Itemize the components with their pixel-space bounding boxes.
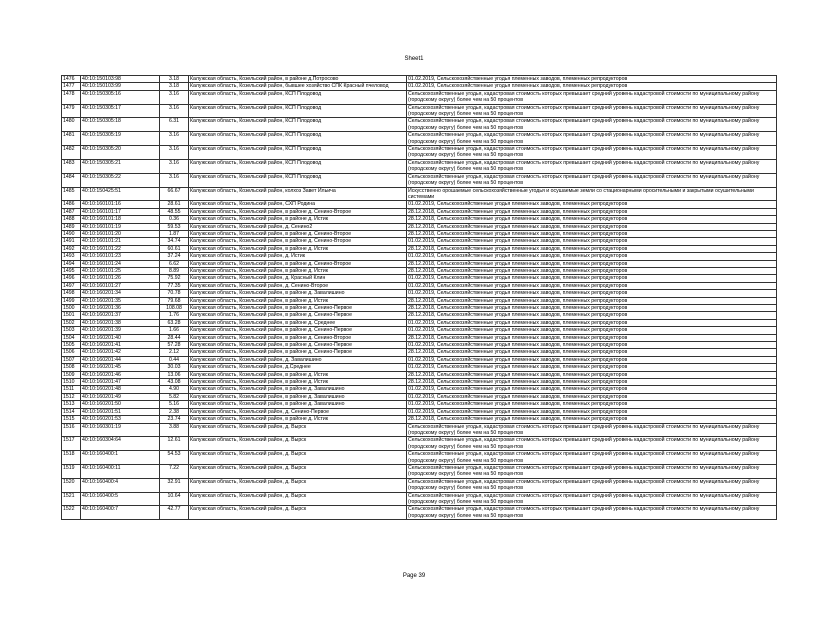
cadastral-number-cell: 40:10:160201:39 <box>81 327 160 334</box>
location-cell: Калужская область, Козельский район, в районе д. Сенино-Первое <box>189 327 407 334</box>
cadastral-number-cell: 40:10:160101:27 <box>81 282 160 289</box>
location-cell: Калужская область, Козельский район, д. Вырск <box>189 464 407 478</box>
category-cell: Сельскохозяйственные угодья, кадастровая стоимость которых превышает средний уровень кадастровой стоимости по муниципальному району (городскому округу) более чем на 50 процентов <box>407 478 777 492</box>
category-cell: Искусственно орошаемые сельскохозяйственные угодья и осушаемые земли со стационарными оросительными и закрытыми осушительными системами <box>407 187 777 201</box>
location-cell: Калужская область, Козельский район, д. Завалишино <box>189 356 407 363</box>
row-number-cell: 1520 <box>62 478 81 492</box>
location-cell: Калужская область, Козельский район, д. Вырск <box>189 506 407 520</box>
area-cell: 48.55 <box>160 208 189 215</box>
area-cell: 3.16 <box>160 159 189 173</box>
area-cell: 28.61 <box>160 201 189 208</box>
table-row <box>62 83 777 90</box>
category-cell: 01.02.2019, Сельскохозяйственные угодья племенных заводов, племенных репродукторов <box>407 290 777 297</box>
cadastral-number-cell: 40:10:160101:24 <box>81 260 160 267</box>
area-cell: 42.77 <box>160 506 189 520</box>
page-number: Page 39 <box>402 573 426 579</box>
row-number-cell: 1491 <box>62 238 81 245</box>
area-cell: 6.62 <box>160 260 189 267</box>
location-cell: Калужская область, Козельский район, д. Сенино-Второе <box>189 282 407 289</box>
land-plots-table <box>61 75 777 520</box>
area-cell: 0.44 <box>160 356 189 363</box>
cadastral-number-cell: 40:10:160101:21 <box>81 238 160 245</box>
row-number-cell: 1490 <box>62 230 81 237</box>
location-cell: Калужская область, Козельский район, КСП Плодовод <box>189 159 407 173</box>
area-cell: 30.03 <box>160 364 189 371</box>
table-row <box>62 90 777 104</box>
category-cell: Сельскохозяйственные угодья, кадастровая стоимость которых превышает средний уровень кадастровой стоимости по муниципальному району (городскому округу) более чем на 50 процентов <box>407 132 777 146</box>
location-cell: Калужская область, Козельский район, в районе д. Завалишино <box>189 401 407 408</box>
row-number-cell: 1516 <box>62 423 81 437</box>
table-row <box>62 216 777 223</box>
category-cell: 01.02.2019, Сельскохозяйственные угодья племенных заводов, племенных репродукторов <box>407 342 777 349</box>
table-row <box>62 104 777 118</box>
row-number-cell: 1513 <box>62 401 81 408</box>
area-cell: 77.35 <box>160 282 189 289</box>
category-cell: 28.12.2018, Сельскохозяйственные угодья племенных заводов, племенных репродукторов <box>407 216 777 223</box>
category-cell: Сельскохозяйственные угодья, кадастровая стоимость которых превышает средний уровень кадастровой стоимости по муниципальному району (городскому округу) более чем на 50 процентов <box>407 118 777 132</box>
row-number-cell: 1512 <box>62 393 81 400</box>
location-cell: Калужская область, Козельский район, д.Среднее <box>189 364 407 371</box>
cadastral-number-cell: 40:10:160201:38 <box>81 319 160 326</box>
category-cell: 28.12.2018, Сельскохозяйственные угодья племенных заводов, племенных репродукторов <box>407 305 777 312</box>
area-cell: 0.36 <box>160 216 189 223</box>
category-cell: 28.12.2018, Сельскохозяйственные угодья племенных заводов, племенных репродукторов <box>407 208 777 215</box>
row-number-cell: 1495 <box>62 267 81 274</box>
row-number-cell: 1510 <box>62 379 81 386</box>
table-row <box>62 208 777 215</box>
location-cell: Калужская область, Козельский район, КСП Плодовод <box>189 146 407 160</box>
location-cell: Калужская область, Козельский район, в районе д. Истик <box>189 416 407 423</box>
area-cell: 54.53 <box>160 451 189 465</box>
category-cell: 28.12.2018, Сельскохозяйственные угодья племенных заводов, племенных репродукторов <box>407 349 777 356</box>
category-cell: 01.02.2019, Сельскохозяйственные угодья племенных заводов, племенных репродукторов <box>407 238 777 245</box>
row-number-cell: 1504 <box>62 334 81 341</box>
row-number-cell: 1483 <box>62 159 81 173</box>
table-row <box>62 379 777 386</box>
category-cell: Сельскохозяйственные угодья, кадастровая стоимость которых превышает средний уровень кадастровой стоимости по муниципальному району (городскому округу) более чем на 50 процентов <box>407 451 777 465</box>
location-cell: Калужская область, Козельский район, в районе д. Истик <box>189 379 407 386</box>
table-row <box>62 451 777 465</box>
area-cell: 1.87 <box>160 230 189 237</box>
location-cell: Калужская область, Козельский район, д. Истик <box>189 253 407 260</box>
area-cell: 7.22 <box>160 464 189 478</box>
row-number-cell: 1506 <box>62 349 81 356</box>
cadastral-number-cell: 40:10:160301:19 <box>81 423 160 437</box>
row-number-cell: 1489 <box>62 223 81 230</box>
cadastral-number-cell: 40:10:160201:48 <box>81 386 160 393</box>
cadastral-number-cell: 40:10:160201:44 <box>81 356 160 363</box>
area-cell: 66.67 <box>160 187 189 201</box>
location-cell: Калужская область, Козельский район, в районе д. Сенино-Первое <box>189 349 407 356</box>
category-cell: 28.12.2018, Сельскохозяйственные угодья племенных заводов, племенных репродукторов <box>407 230 777 237</box>
row-number-cell: 1497 <box>62 282 81 289</box>
row-number-cell: 1502 <box>62 319 81 326</box>
table-row <box>62 327 777 334</box>
category-cell: Сельскохозяйственные угодья, кадастровая стоимость которых превышает средний уровень кадастровой стоимости по муниципальному району (городскому округу) более чем на 50 процентов <box>407 506 777 520</box>
area-cell: 5.82 <box>160 393 189 400</box>
area-cell: 3.16 <box>160 146 189 160</box>
location-cell: Калужская область, Козельский район, д. Сенино2 <box>189 223 407 230</box>
area-cell: 13.06 <box>160 371 189 378</box>
row-number-cell: 1509 <box>62 371 81 378</box>
table-row <box>62 238 777 245</box>
location-cell: Калужская область, Козельский район, в районе д. Истик <box>189 245 407 252</box>
cadastral-number-cell: 40:10:160201:45 <box>81 364 160 371</box>
area-cell: 43.08 <box>160 379 189 386</box>
row-number-cell: 1476 <box>62 76 81 83</box>
area-cell: 37.24 <box>160 253 189 260</box>
area-cell: 6.31 <box>160 118 189 132</box>
location-cell: Калужская область, Козельский район, д. Вырск <box>189 478 407 492</box>
cadastral-number-cell: 40:10:160400:11 <box>81 464 160 478</box>
area-cell: 28.44 <box>160 334 189 341</box>
category-cell: 28.12.2018, Сельскохозяйственные угодья племенных заводов, племенных репродукторов <box>407 297 777 304</box>
location-cell: Калужская область, Козельский район, КСП Плодовод <box>189 173 407 187</box>
table-row <box>62 492 777 506</box>
area-cell: 3.16 <box>160 90 189 104</box>
location-cell: Калужская область, Козельский район, в районе д. Сенино-Второе <box>189 208 407 215</box>
row-number-cell: 1496 <box>62 275 81 282</box>
location-cell: Калужская область, Козельский район, д. Сенино-Первое <box>189 408 407 415</box>
area-cell: 10.64 <box>160 492 189 506</box>
row-number-cell: 1507 <box>62 356 81 363</box>
cadastral-number-cell: 40:10:160201:47 <box>81 379 160 386</box>
category-cell: 01.02.2019, Сельскохозяйственные угодья племенных заводов, племенных репродукторов <box>407 282 777 289</box>
location-cell: Калужская область, Козельский район, в районе д. Истик <box>189 216 407 223</box>
table-row <box>62 282 777 289</box>
table-row <box>62 371 777 378</box>
location-cell: Калужская область, Козельский район, д. Вырск <box>189 437 407 451</box>
category-cell: Сельскохозяйственные угодья, кадастровая стоимость которых превышает средний уровень кадастровой стоимости по муниципальному району (городскому округу) более чем на 50 процентов <box>407 104 777 118</box>
location-cell: Калужская область, Козельский район, колхоз Завет Ильича <box>189 187 407 201</box>
cadastral-number-cell: 40:10:150305:21 <box>81 159 160 173</box>
table-row <box>62 464 777 478</box>
table-row <box>62 342 777 349</box>
row-number-cell: 1521 <box>62 492 81 506</box>
cadastral-number-cell: 40:10:150305:16 <box>81 90 160 104</box>
table-row <box>62 401 777 408</box>
area-cell: 60.61 <box>160 245 189 252</box>
category-cell: Сельскохозяйственные угодья, кадастровая стоимость которых превышает средний уровень кадастровой стоимости по муниципальному району (городскому округу) более чем на 50 процентов <box>407 146 777 160</box>
table-row <box>62 416 777 423</box>
category-cell: 01.02.2019, Сельскохозяйственные угодья племенных заводов, племенных репродукторов <box>407 327 777 334</box>
row-number-cell: 1480 <box>62 118 81 132</box>
table-row <box>62 393 777 400</box>
cadastral-number-cell: 40:10:150305:19 <box>81 132 160 146</box>
table-row <box>62 159 777 173</box>
row-number-cell: 1503 <box>62 327 81 334</box>
cadastral-number-cell: 40:10:150425:51 <box>81 187 160 201</box>
location-cell: Калужская область, Козельский район, в районе д. Завалишино <box>189 290 407 297</box>
cadastral-number-cell: 40:10:160400:1 <box>81 451 160 465</box>
area-cell: 63.28 <box>160 319 189 326</box>
row-number-cell: 1479 <box>62 104 81 118</box>
location-cell: Калужская область, Козельский район, в районе д. Сенино-Второе <box>189 334 407 341</box>
cadastral-number-cell: 40:10:160201:42 <box>81 349 160 356</box>
cadastral-number-cell: 40:10:160201:41 <box>81 342 160 349</box>
row-number-cell: 1494 <box>62 260 81 267</box>
location-cell: Калужская область, Козельский район, в районе д. Сенино-Первое <box>189 312 407 319</box>
row-number-cell: 1515 <box>62 416 81 423</box>
area-cell: 1.66 <box>160 327 189 334</box>
row-number-cell: 1501 <box>62 312 81 319</box>
location-cell: Калужская область, Козельский район, в районе д. Среднее <box>189 319 407 326</box>
category-cell: Сельскохозяйственные угодья, кадастровая стоимость которых превышает средний уровень кадастровой стоимости по муниципальному району (городскому округу) более чем на 50 процентов <box>407 159 777 173</box>
table-row <box>62 437 777 451</box>
area-cell: 8.89 <box>160 267 189 274</box>
category-cell: 28.12.2018, Сельскохозяйственные угодья племенных заводов, племенных репродукторов <box>407 379 777 386</box>
category-cell: 28.12.2018, Сельскохозяйственные угодья племенных заводов, племенных репродукторов <box>407 245 777 252</box>
location-cell: Калужская область, Козельский район, в районе д. Сенино-Первое <box>189 305 407 312</box>
row-number-cell: 1477 <box>62 83 81 90</box>
location-cell: Калужская область, Козельский район, КСП Плодовод <box>189 132 407 146</box>
location-cell: Калужская область, Козельский район, СХП Родина <box>189 201 407 208</box>
table-row <box>62 423 777 437</box>
cadastral-number-cell: 40:10:160101:22 <box>81 245 160 252</box>
table-row <box>62 267 777 274</box>
row-number-cell: 1517 <box>62 437 81 451</box>
category-cell: 01.02.2019, Сельскохозяйственные угодья племенных заводов, племенных репродукторов <box>407 401 777 408</box>
area-cell: 3.88 <box>160 423 189 437</box>
table-row <box>62 173 777 187</box>
table-row <box>62 118 777 132</box>
area-cell: 12.61 <box>160 437 189 451</box>
category-cell: 28.12.2018, Сельскохозяйственные угодья племенных заводов, племенных репродукторов <box>407 371 777 378</box>
location-cell: Калужская область, Козельский район, в районе д. Сенино-Первое <box>189 342 407 349</box>
table-row <box>62 223 777 230</box>
area-cell: 5.16 <box>160 401 189 408</box>
cadastral-number-cell: 40:10:160101:23 <box>81 253 160 260</box>
area-cell: 2.12 <box>160 349 189 356</box>
cadastral-number-cell: 40:10:160201:37 <box>81 312 160 319</box>
cadastral-number-cell: 40:10:150305:18 <box>81 118 160 132</box>
location-cell: Калужская область, Козельский район, КСП Плодовод <box>189 104 407 118</box>
area-cell: 79.68 <box>160 297 189 304</box>
row-number-cell: 1498 <box>62 290 81 297</box>
category-cell: 01.02.2019, Сельскохозяйственные угодья племенных заводов, племенных репродукторов <box>407 386 777 393</box>
area-cell: 34.74 <box>160 238 189 245</box>
location-cell: Калужская область, Козельский район, КСП Плодовод <box>189 90 407 104</box>
area-cell: 1.76 <box>160 312 189 319</box>
area-cell: 4.90 <box>160 386 189 393</box>
area-cell: 2.38 <box>160 408 189 415</box>
category-cell: 01.02.2019, Сельскохозяйственные угодья племенных заводов, племенных репродукторов <box>407 393 777 400</box>
category-cell: 01.02.2019, Сельскохозяйственные угодья племенных заводов, племенных репродукторов <box>407 356 777 363</box>
row-number-cell: 1519 <box>62 464 81 478</box>
cadastral-number-cell: 40:10:160101:18 <box>81 216 160 223</box>
table-row <box>62 386 777 393</box>
row-number-cell: 1518 <box>62 451 81 465</box>
area-cell: 75.92 <box>160 275 189 282</box>
table-row <box>62 253 777 260</box>
table-row <box>62 76 777 83</box>
category-cell: 28.12.2018, Сельскохозяйственные угодья племенных заводов, племенных репродукторов <box>407 416 777 423</box>
area-cell: 3.16 <box>160 132 189 146</box>
table-row <box>62 334 777 341</box>
row-number-cell: 1486 <box>62 201 81 208</box>
category-cell: 01.02.2019, Сельскохозяйственные угодья племенных заводов, племенных репродукторов <box>407 83 777 90</box>
area-cell: 59.53 <box>160 223 189 230</box>
table-row <box>62 201 777 208</box>
location-cell: Калужская область, Козельский район, в районе д. Сенино-Второе <box>189 238 407 245</box>
location-cell: Калужская область, Козельский район, КСП Плодовод <box>189 118 407 132</box>
table-row <box>62 297 777 304</box>
cadastral-number-cell: 40:10:160400:5 <box>81 492 160 506</box>
cadastral-number-cell: 40:10:160400:7 <box>81 506 160 520</box>
area-cell: 3.18 <box>160 83 189 90</box>
location-cell: Калужская область, Козельский район, д. Вырск <box>189 451 407 465</box>
cadastral-number-cell: 40:10:160304:64 <box>81 437 160 451</box>
area-cell: 57.28 <box>160 342 189 349</box>
row-number-cell: 1511 <box>62 386 81 393</box>
category-cell: Сельскохозяйственные угодья, кадастровая стоимость которых превышает средний уровень кадастровой стоимости по муниципальному району (городскому округу) более чем на 50 процентов <box>407 437 777 451</box>
row-number-cell: 1499 <box>62 297 81 304</box>
table-row <box>62 187 777 201</box>
table-row <box>62 132 777 146</box>
cadastral-number-cell: 40:10:160201:53 <box>81 416 160 423</box>
table-row <box>62 275 777 282</box>
category-cell: Сельскохозяйственные угодья, кадастровая стоимость которых превышает средний уровень кадастровой стоимости по муниципальному району (городскому округу) более чем на 50 процентов <box>407 423 777 437</box>
cadastral-number-cell: 40:10:160201:50 <box>81 401 160 408</box>
cadastral-number-cell: 40:10:160201:49 <box>81 393 160 400</box>
row-number-cell: 1484 <box>62 173 81 187</box>
table-row <box>62 356 777 363</box>
area-cell: 70.78 <box>160 290 189 297</box>
row-number-cell: 1478 <box>62 90 81 104</box>
category-cell: 01.02.2019, Сельскохозяйственные угодья племенных заводов, племенных репродукторов <box>407 319 777 326</box>
category-cell: 01.02.2019, Сельскохозяйственные угодья племенных заводов, племенных репродукторов <box>407 253 777 260</box>
cadastral-number-cell: 40:10:160101:26 <box>81 275 160 282</box>
location-cell: Калужская область, Козельский район, д. Вырск <box>189 492 407 506</box>
cadastral-number-cell: 40:10:160201:40 <box>81 334 160 341</box>
category-cell: Сельскохозяйственные угодья, кадастровая стоимость которых превышает средний уровень кадастровой стоимости по муниципальному району (городскому округу) более чем на 50 процентов <box>407 464 777 478</box>
location-cell: Калужская область, Козельский район, бывшее хозяйство СПК Красный пчеловод <box>189 83 407 90</box>
cadastral-number-cell: 40:10:150305:22 <box>81 173 160 187</box>
cadastral-number-cell: 40:10:160201:51 <box>81 408 160 415</box>
cadastral-number-cell: 40:10:150305:17 <box>81 104 160 118</box>
category-cell: Сельскохозяйственные угодья, кадастровая стоимость которых превышает средний уровень кадастровой стоимости по муниципальному району (городскому округу) более чем на 50 процентов <box>407 173 777 187</box>
row-number-cell: 1481 <box>62 132 81 146</box>
table-row <box>62 245 777 252</box>
cadastral-number-cell: 40:10:160101:16 <box>81 201 160 208</box>
location-cell: Калужская область, Козельский район, в районе д. Завалишино <box>189 386 407 393</box>
area-cell: 3.16 <box>160 173 189 187</box>
cadastral-number-cell: 40:10:160101:19 <box>81 223 160 230</box>
row-number-cell: 1522 <box>62 506 81 520</box>
row-number-cell: 1514 <box>62 408 81 415</box>
row-number-cell: 1508 <box>62 364 81 371</box>
category-cell: 01.02.2019, Сельскохозяйственные угодья племенных заводов, племенных репродукторов <box>407 201 777 208</box>
table-row <box>62 146 777 160</box>
cadastral-number-cell: 40:10:150103:99 <box>81 83 160 90</box>
row-number-cell: 1505 <box>62 342 81 349</box>
table-row <box>62 364 777 371</box>
location-cell: Калужская область, Козельский район, в районе д. Сенино-Второе <box>189 230 407 237</box>
table-row <box>62 305 777 312</box>
cadastral-number-cell: 40:10:160101:20 <box>81 230 160 237</box>
cadastral-number-cell: 40:10:160201:36 <box>81 305 160 312</box>
category-cell: 01.02.2019, Сельскохозяйственные угодья племенных заводов, племенных репродукторов <box>407 76 777 83</box>
area-cell: 3.16 <box>160 104 189 118</box>
category-cell: Сельскохозяйственные угодья, кадастровая стоимость которых превышает средний уровень кадастровой стоимости по муниципальному району (городскому округу) более чем на 50 процентов <box>407 90 777 104</box>
cadastral-number-cell: 40:10:160101:17 <box>81 208 160 215</box>
location-cell: Калужская область, Козельский район, д. Красный Клин <box>189 275 407 282</box>
category-cell: 28.12.2018, Сельскохозяйственные угодья племенных заводов, племенных репродукторов <box>407 260 777 267</box>
row-number-cell: 1500 <box>62 305 81 312</box>
category-cell: 01.02.2019, Сельскохозяйственные угодья племенных заводов, племенных репродукторов <box>407 364 777 371</box>
cadastral-number-cell: 40:10:160201:46 <box>81 371 160 378</box>
row-number-cell: 1492 <box>62 245 81 252</box>
category-cell: 28.12.2018, Сельскохозяйственные угодья племенных заводов, племенных репродукторов <box>407 334 777 341</box>
table-row <box>62 319 777 326</box>
table-row <box>62 506 777 520</box>
table-row <box>62 312 777 319</box>
location-cell: Калужская область, Козельский район, в районе д.Потросово <box>189 76 407 83</box>
category-cell: 28.12.2018, Сельскохозяйственные угодья племенных заводов, племенных репродукторов <box>407 312 777 319</box>
location-cell: Калужская область, Козельский район, в районе д. Сенино-Второе <box>189 260 407 267</box>
cadastral-number-cell: 40:10:160400:4 <box>81 478 160 492</box>
sheet-title: Sheet1 <box>404 56 424 62</box>
area-cell: 108.08 <box>160 305 189 312</box>
category-cell: 28.12.2018, Сельскохозяйственные угодья племенных заводов, племенных репродукторов <box>407 223 777 230</box>
row-number-cell: 1488 <box>62 216 81 223</box>
table-row <box>62 408 777 415</box>
table-row <box>62 260 777 267</box>
row-number-cell: 1487 <box>62 208 81 215</box>
cadastral-number-cell: 40:10:160201:35 <box>81 297 160 304</box>
location-cell: Калужская область, Козельский район, д. Вырск <box>189 423 407 437</box>
category-cell: 28.12.2018, Сельскохозяйственные угодья племенных заводов, племенных репродукторов <box>407 267 777 274</box>
category-cell: 01.02.2019, Сельскохозяйственные угодья племенных заводов, племенных репродукторов <box>407 408 777 415</box>
area-cell: 32.91 <box>160 478 189 492</box>
table-row <box>62 349 777 356</box>
table-row <box>62 478 777 492</box>
cadastral-number-cell: 40:10:160101:25 <box>81 267 160 274</box>
row-number-cell: 1485 <box>62 187 81 201</box>
location-cell: Калужская область, Козельский район, в районе д. Завалишино <box>189 393 407 400</box>
row-number-cell: 1482 <box>62 146 81 160</box>
location-cell: Калужская область, Козельский район, в районе д. Истик <box>189 267 407 274</box>
area-cell: 3.18 <box>160 76 189 83</box>
category-cell: Сельскохозяйственные угодья, кадастровая стоимость которых превышает средний уровень кадастровой стоимости по муниципальному району (городскому округу) более чем на 50 процентов <box>407 492 777 506</box>
table-body <box>62 76 777 520</box>
area-cell: 23.74 <box>160 416 189 423</box>
cadastral-number-cell: 40:10:160201:34 <box>81 290 160 297</box>
table-row <box>62 290 777 297</box>
table-row <box>62 230 777 237</box>
location-cell: Калужская область, Козельский район, в районе д. Истик <box>189 297 407 304</box>
cadastral-number-cell: 40:10:150305:20 <box>81 146 160 160</box>
row-number-cell: 1493 <box>62 253 81 260</box>
category-cell: 01.02.2019, Сельскохозяйственные угодья племенных заводов, племенных репродукторов <box>407 275 777 282</box>
cadastral-number-cell: 40:10:150103:98 <box>81 76 160 83</box>
location-cell: Калужская область, Козельский район, в районе д. Истик <box>189 371 407 378</box>
